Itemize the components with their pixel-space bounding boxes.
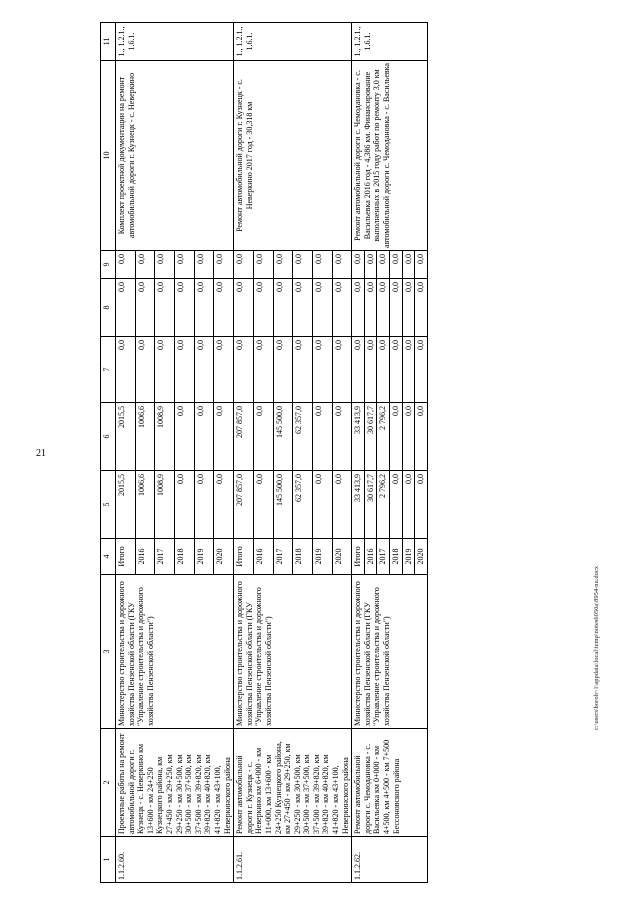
federal-budget-cell: 0,0 bbox=[415, 337, 428, 403]
total-amount-cell: 0,0 bbox=[332, 471, 352, 539]
rotated-table-wrapper bbox=[100, 23, 600, 883]
table-row bbox=[234, 23, 254, 883]
regional-budget-cell: 30 617,7 bbox=[364, 403, 377, 471]
federal-budget-cell: 0,0 bbox=[312, 337, 332, 403]
year-cell: 2020 bbox=[415, 539, 428, 575]
local-budget-cell: 0,0 bbox=[116, 279, 136, 337]
year-cell: Итого bbox=[352, 539, 365, 575]
federal-budget-cell: 0,0 bbox=[352, 337, 365, 403]
regional-budget-cell: 33 413,9 bbox=[352, 403, 365, 471]
local-budget-cell: 0,0 bbox=[364, 279, 377, 337]
federal-budget-cell: 0,0 bbox=[364, 337, 377, 403]
other-sources-cell: 0,0 bbox=[352, 251, 365, 279]
federal-budget-cell: 0,0 bbox=[194, 337, 214, 403]
other-sources-cell: 0,0 bbox=[155, 251, 175, 279]
program-table bbox=[100, 22, 428, 883]
expected-result-cell: Комплект проектной документации на ремонт автомобильной дороги г. Кузнецк - с. Неверкино bbox=[116, 61, 234, 251]
regional-budget-cell: 0,0 bbox=[214, 403, 234, 471]
federal-budget-cell: 0,0 bbox=[332, 337, 352, 403]
table-row bbox=[352, 23, 365, 883]
regional-budget-cell: 0,0 bbox=[415, 403, 428, 471]
local-budget-cell: 0,0 bbox=[415, 279, 428, 337]
indicator-ref-cell: 1., 1.2.1., 1.6.1. bbox=[234, 23, 352, 61]
indicator-ref-cell: 1., 1.2.1., 1.6.1. bbox=[352, 23, 428, 61]
regional-budget-cell: 207 857,0 bbox=[234, 403, 254, 471]
total-amount-cell: 2015,5 bbox=[116, 471, 136, 539]
other-sources-cell: 0,0 bbox=[175, 251, 195, 279]
year-cell: 2020 bbox=[214, 539, 234, 575]
year-cell: 2018 bbox=[293, 539, 313, 575]
year-cell: 2016 bbox=[253, 539, 273, 575]
local-budget-cell: 0,0 bbox=[390, 279, 403, 337]
column-number-5: 5 bbox=[101, 471, 116, 539]
local-budget-cell: 0,0 bbox=[253, 279, 273, 337]
other-sources-cell: 0,0 bbox=[253, 251, 273, 279]
table-row bbox=[116, 23, 136, 883]
expected-result-cell: Ремонт автомобильной дороги с. Чемодановка - с. Васильевка 2016 год - 4,386 км. Финансирование выполненных в 2015 году работ по ремонту 3,0 км автомобильной дороги с. Чемодановка - с. Васильевка bbox=[352, 61, 428, 251]
other-sources-cell: 0,0 bbox=[390, 251, 403, 279]
local-budget-cell: 0,0 bbox=[234, 279, 254, 337]
federal-budget-cell: 0,0 bbox=[116, 337, 136, 403]
event-name-cell: Ремонт автомобильной дороги с. Чемодановка - с. Васильевка км 0+000 - км 4+500, км 4+500 - км 7+500 Бессоновского района bbox=[352, 729, 428, 837]
regional-budget-cell: 1006,6 bbox=[135, 403, 155, 471]
total-amount-cell: 1006,6 bbox=[135, 471, 155, 539]
regional-budget-cell: 0,0 bbox=[390, 403, 403, 471]
local-budget-cell: 0,0 bbox=[194, 279, 214, 337]
regional-budget-cell: 145 500,0 bbox=[273, 403, 293, 471]
other-sources-cell: 0,0 bbox=[234, 251, 254, 279]
local-budget-cell: 0,0 bbox=[312, 279, 332, 337]
other-sources-cell: 0,0 bbox=[377, 251, 390, 279]
executor-cell: Министерство строительства и дорожного хозяйства Пензенской области (ГКУ "Управление строительства и дорожного хозяйства Пензенской области") bbox=[116, 575, 234, 729]
other-sources-cell: 0,0 bbox=[293, 251, 313, 279]
year-cell: 2016 bbox=[364, 539, 377, 575]
year-cell: 2018 bbox=[175, 539, 195, 575]
other-sources-cell: 0,0 bbox=[312, 251, 332, 279]
year-cell: 2017 bbox=[377, 539, 390, 575]
page-number: 21 bbox=[36, 448, 46, 459]
column-number-10: 10 bbox=[101, 61, 116, 251]
year-cell: 2019 bbox=[312, 539, 332, 575]
regional-budget-cell: 0,0 bbox=[332, 403, 352, 471]
other-sources-cell: 0,0 bbox=[116, 251, 136, 279]
year-cell: 2017 bbox=[273, 539, 293, 575]
year-cell: Итого bbox=[116, 539, 136, 575]
expected-result-cell: Ремонт автомобильной дороги г. Кузнецк - с. Неверкино 2017 год - 30,318 км bbox=[234, 61, 352, 251]
regional-budget-cell: 0,0 bbox=[312, 403, 332, 471]
other-sources-cell: 0,0 bbox=[214, 251, 234, 279]
local-budget-cell: 0,0 bbox=[273, 279, 293, 337]
federal-budget-cell: 0,0 bbox=[377, 337, 390, 403]
federal-budget-cell: 0,0 bbox=[214, 337, 234, 403]
total-amount-cell: 0,0 bbox=[402, 471, 415, 539]
column-number-3: 3 bbox=[101, 575, 116, 729]
regional-budget-cell: 0,0 bbox=[253, 403, 273, 471]
year-cell: 2016 bbox=[135, 539, 155, 575]
year-cell: 2019 bbox=[194, 539, 214, 575]
other-sources-cell: 0,0 bbox=[273, 251, 293, 279]
local-budget-cell: 0,0 bbox=[352, 279, 365, 337]
total-amount-cell: 0,0 bbox=[194, 471, 214, 539]
regional-budget-cell: 0,0 bbox=[175, 403, 195, 471]
other-sources-cell: 0,0 bbox=[135, 251, 155, 279]
local-budget-cell: 0,0 bbox=[214, 279, 234, 337]
regional-budget-cell: 0,0 bbox=[402, 403, 415, 471]
regional-budget-cell: 2015,5 bbox=[116, 403, 136, 471]
local-budget-cell: 0,0 bbox=[332, 279, 352, 337]
local-budget-cell: 0,0 bbox=[175, 279, 195, 337]
total-amount-cell: 33 413,9 bbox=[352, 471, 365, 539]
row-id-cell: 1.1.2.61. bbox=[234, 837, 352, 883]
table-body bbox=[116, 23, 428, 883]
column-number-9: 9 bbox=[101, 251, 116, 279]
total-amount-cell: 1008,9 bbox=[155, 471, 175, 539]
regional-budget-cell: 62 357,0 bbox=[293, 403, 313, 471]
regional-budget-cell: 0,0 bbox=[194, 403, 214, 471]
local-budget-cell: 0,0 bbox=[155, 279, 175, 337]
total-amount-cell: 0,0 bbox=[214, 471, 234, 539]
executor-cell: Министерство строительства и дорожного хозяйства Пензенской области (ГКУ "Управление строительства и дорожного хозяйства Пензенской области") bbox=[234, 575, 352, 729]
federal-budget-cell: 0,0 bbox=[253, 337, 273, 403]
total-amount-cell: 30 617,7 bbox=[364, 471, 377, 539]
row-id-cell: 1.1.2.62. bbox=[352, 837, 428, 883]
other-sources-cell: 0,0 bbox=[364, 251, 377, 279]
federal-budget-cell: 0,0 bbox=[155, 337, 175, 403]
column-number-2: 2 bbox=[101, 729, 116, 837]
total-amount-cell: 0,0 bbox=[312, 471, 332, 539]
total-amount-cell: 62 357,0 bbox=[293, 471, 313, 539]
year-cell: 2017 bbox=[155, 539, 175, 575]
event-name-cell: Ремонт автомобильной дороги г. Кузнецк - с. Неверкино км 6+000 - км 11+000, км 13+600 - км 24+250 Кузнецкого района, км 27+450 - км 29+250, км 29+250 - км 30+500, км 30+500 - км 37+500, км 37+500 - км 39+820, км 39+820 - км 40+820, км 41+820 - км 43+100, Неверкинского района bbox=[234, 729, 352, 837]
federal-budget-cell: 0,0 bbox=[402, 337, 415, 403]
total-amount-cell: 0,0 bbox=[415, 471, 428, 539]
federal-budget-cell: 0,0 bbox=[175, 337, 195, 403]
other-sources-cell: 0,0 bbox=[194, 251, 214, 279]
other-sources-cell: 0,0 bbox=[402, 251, 415, 279]
federal-budget-cell: 0,0 bbox=[135, 337, 155, 403]
federal-budget-cell: 0,0 bbox=[293, 337, 313, 403]
column-number-8: 8 bbox=[101, 279, 116, 337]
executor-cell: Министерство строительства и дорожного хозяйства Пензенской области (ГКУ "Управление строительства и дорожного хозяйства Пензенской области") bbox=[352, 575, 428, 729]
total-amount-cell: 2 796,2 bbox=[377, 471, 390, 539]
column-number-row bbox=[101, 23, 116, 883]
column-number-11: 11 bbox=[101, 23, 116, 61]
total-amount-cell: 0,0 bbox=[175, 471, 195, 539]
indicator-ref-cell: 1., 1.2.1., 1.6.1. bbox=[116, 23, 234, 61]
other-sources-cell: 0,0 bbox=[415, 251, 428, 279]
regional-budget-cell: 1008,9 bbox=[155, 403, 175, 471]
local-budget-cell: 0,0 bbox=[402, 279, 415, 337]
total-amount-cell: 0,0 bbox=[253, 471, 273, 539]
local-budget-cell: 0,0 bbox=[377, 279, 390, 337]
column-number-4: 4 bbox=[101, 539, 116, 575]
year-cell: 2019 bbox=[402, 539, 415, 575]
year-cell: 2020 bbox=[332, 539, 352, 575]
year-cell: 2018 bbox=[390, 539, 403, 575]
federal-budget-cell: 0,0 bbox=[390, 337, 403, 403]
total-amount-cell: 207 857,0 bbox=[234, 471, 254, 539]
local-budget-cell: 0,0 bbox=[135, 279, 155, 337]
federal-budget-cell: 0,0 bbox=[273, 337, 293, 403]
footer-file-path: c:\users\boroh~1\appdata\local\temp\notes6050a\8954-nu.docx bbox=[593, 566, 600, 730]
year-cell: Итого bbox=[234, 539, 254, 575]
local-budget-cell: 0,0 bbox=[293, 279, 313, 337]
other-sources-cell: 0,0 bbox=[332, 251, 352, 279]
federal-budget-cell: 0,0 bbox=[234, 337, 254, 403]
column-number-6: 6 bbox=[101, 403, 116, 471]
column-number-1: 1 bbox=[101, 837, 116, 883]
total-amount-cell: 145 500,0 bbox=[273, 471, 293, 539]
regional-budget-cell: 2 796,2 bbox=[377, 403, 390, 471]
total-amount-cell: 0,0 bbox=[390, 471, 403, 539]
row-id-cell: 1.1.2.60. bbox=[116, 837, 234, 883]
column-number-7: 7 bbox=[101, 337, 116, 403]
event-name-cell: Проектные работы на ремонт автомобильной дороги г. Кузнецк - с. Неверкино км 13+600 - км 24+250 Кузнецкого района, км 27+450 - км 29+250, км 29+250 - км 30+500, км 30+500 - км 37+500, км 37+500 - км 39+820, км 39+820 - км 40+820, км 41+820 - км 43+100, Неверкинского района bbox=[116, 729, 234, 837]
